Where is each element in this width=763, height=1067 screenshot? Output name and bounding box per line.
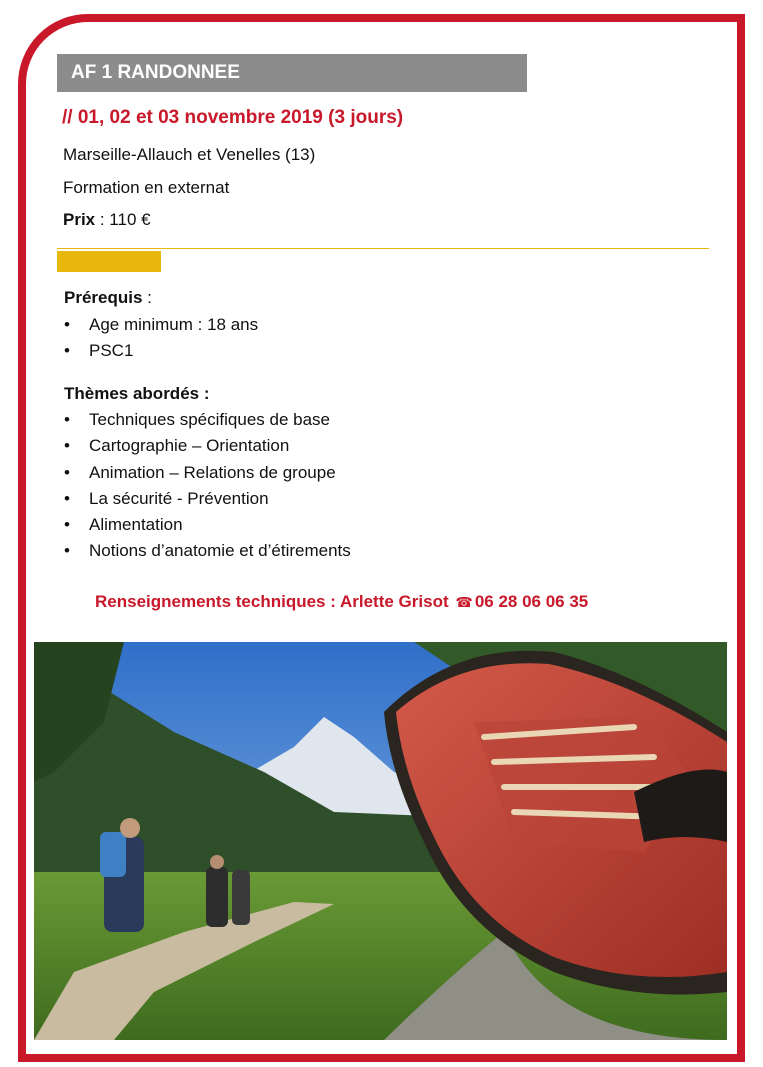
contact-phone: 06 28 06 06 35 bbox=[474, 592, 589, 611]
contact-info bbox=[95, 592, 588, 612]
contact-label: Renseignements techniques : Arlette Grisot bbox=[95, 592, 449, 611]
course-format: Formation en externat bbox=[63, 178, 230, 197]
prerequisites-list bbox=[64, 312, 258, 365]
themes-title: Thèmes abordés : bbox=[64, 384, 210, 403]
list-item: • Age minimum : 18 ans bbox=[64, 315, 259, 334]
hiking-boot-photo bbox=[34, 642, 727, 1040]
course-title: AF 1 RANDONNEE bbox=[57, 54, 527, 92]
list-item: • Techniques spécifiques de base bbox=[64, 410, 330, 429]
list-item: • La sécurité - Prévention bbox=[64, 488, 269, 508]
list-item: • Animation – Relations de groupe bbox=[64, 462, 336, 482]
prerequisites-title: Prérequis : bbox=[64, 288, 152, 307]
list-item: • Cartographie – Orientation bbox=[64, 436, 290, 456]
list-item: • Notions d’anatomie et d’étirements bbox=[64, 541, 351, 561]
divider-line bbox=[57, 248, 709, 249]
list-item: • PSC1 bbox=[64, 341, 134, 361]
price-label: Prix bbox=[63, 210, 96, 229]
price-value: : 110 € bbox=[95, 210, 151, 229]
course-dates: // 01, 02 et 03 novembre 2019 (3 jours) bbox=[62, 107, 404, 128]
list-item: • Alimentation bbox=[64, 515, 183, 535]
course-location: Marseille-Allauch et Venelles (13) bbox=[63, 145, 316, 164]
phone-icon: ☎ bbox=[455, 594, 473, 610]
themes-list bbox=[64, 407, 351, 565]
divider-accent bbox=[57, 251, 161, 272]
course-price bbox=[63, 210, 151, 230]
